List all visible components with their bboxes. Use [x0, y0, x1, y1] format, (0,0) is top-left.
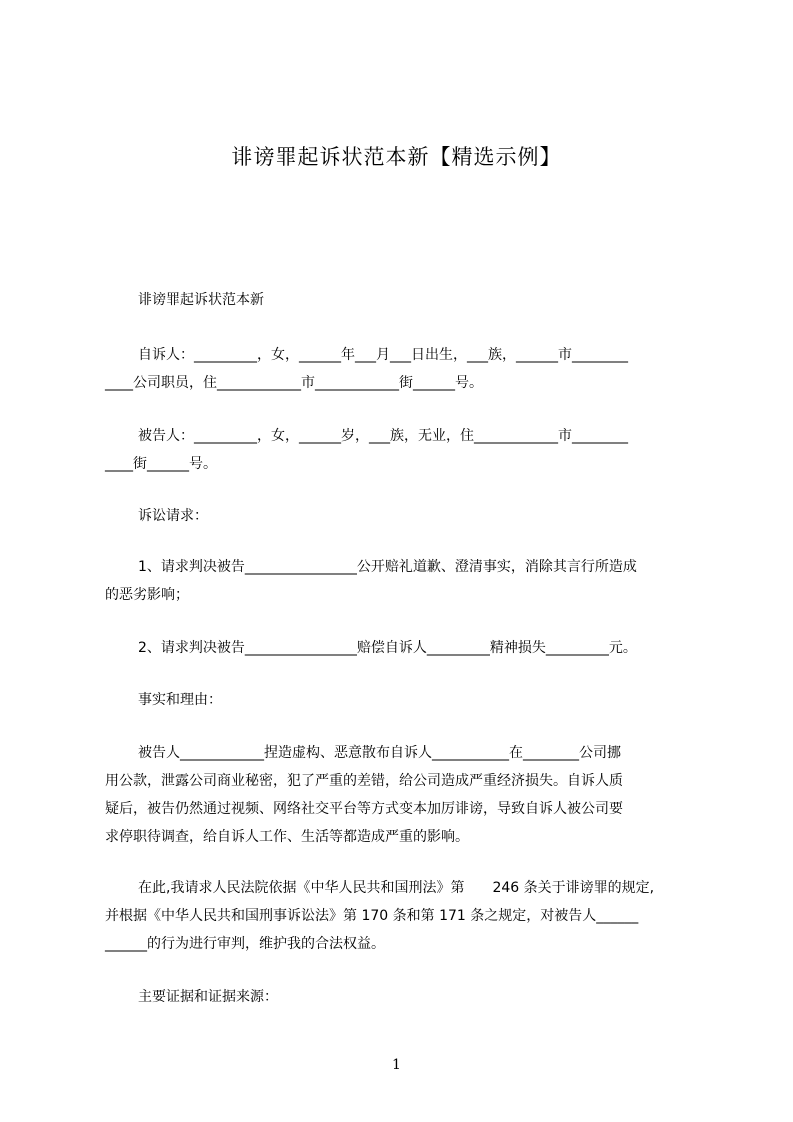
paragraph-request: [105, 874, 705, 958]
text-line: 主要证据和证据来源：: [138, 989, 278, 1005]
text-line: 诉讼请求：: [138, 508, 208, 524]
document-title: 诽谤罪起诉状范本新【精选示例】: [231, 145, 562, 169]
claims-heading: [105, 502, 705, 530]
text-line: ____街______号。: [105, 456, 217, 472]
claim-item-2: [105, 634, 705, 662]
text-line: 事实和理由：: [138, 692, 222, 708]
text-line: ______的行为进行审判，维护我的合法权益。: [105, 936, 385, 952]
text-line: 疑后，被告仍然通过视频、网络社交平台等方式变本加厉诽谤，导致自诉人被公司要: [105, 801, 623, 817]
facts-heading: [105, 686, 705, 714]
text-line: 用公款，泄露公司商业秘密，犯了严重的差错，给公司造成严重经济损失。自诉人质: [105, 773, 623, 789]
text-line: 自诉人：_________，女，______年___月___日出生，___族，______市________: [138, 347, 628, 363]
evidence-heading: [105, 983, 705, 1011]
paragraph-defendant: [105, 422, 705, 478]
paragraph-facts: [105, 739, 705, 851]
text-line: 的恶劣影响；: [105, 587, 189, 603]
paragraph-subtitle: [105, 286, 705, 314]
claim-item-1: [105, 553, 705, 609]
text-line: 在此,我请求人民法院依据《中华人民共和国刑法》第 246 条关于诽谤罪的规定,: [138, 880, 655, 896]
text-line: 并根据《中华人民共和国刑事诉讼法》第 170 条和第 171 条之规定，对被告人______: [105, 908, 639, 924]
text-line: 被告人：_________，女，______岁，___族，无业，住____________市________: [138, 428, 628, 444]
text-line: 2、请求判决被告________________赔偿自诉人_________精神损失_________元。: [138, 640, 637, 656]
text-line: 被告人____________捏造虚构、恶意散布自诉人___________在________公司挪: [138, 745, 621, 761]
text-line: 1、请求判决被告________________公开赔礼道歉、澄清事实，消除其言行所造成: [138, 559, 637, 575]
page-number: 1: [392, 1057, 401, 1073]
text-line: 求停职待调查，给自诉人工作、生活等都造成严重的影响。: [105, 829, 469, 845]
text-line: ____公司职员，住____________市____________街______号。: [105, 375, 483, 391]
paragraph-plaintiff: [105, 341, 705, 397]
text-line: 诽谤罪起诉状范本新: [138, 292, 264, 308]
